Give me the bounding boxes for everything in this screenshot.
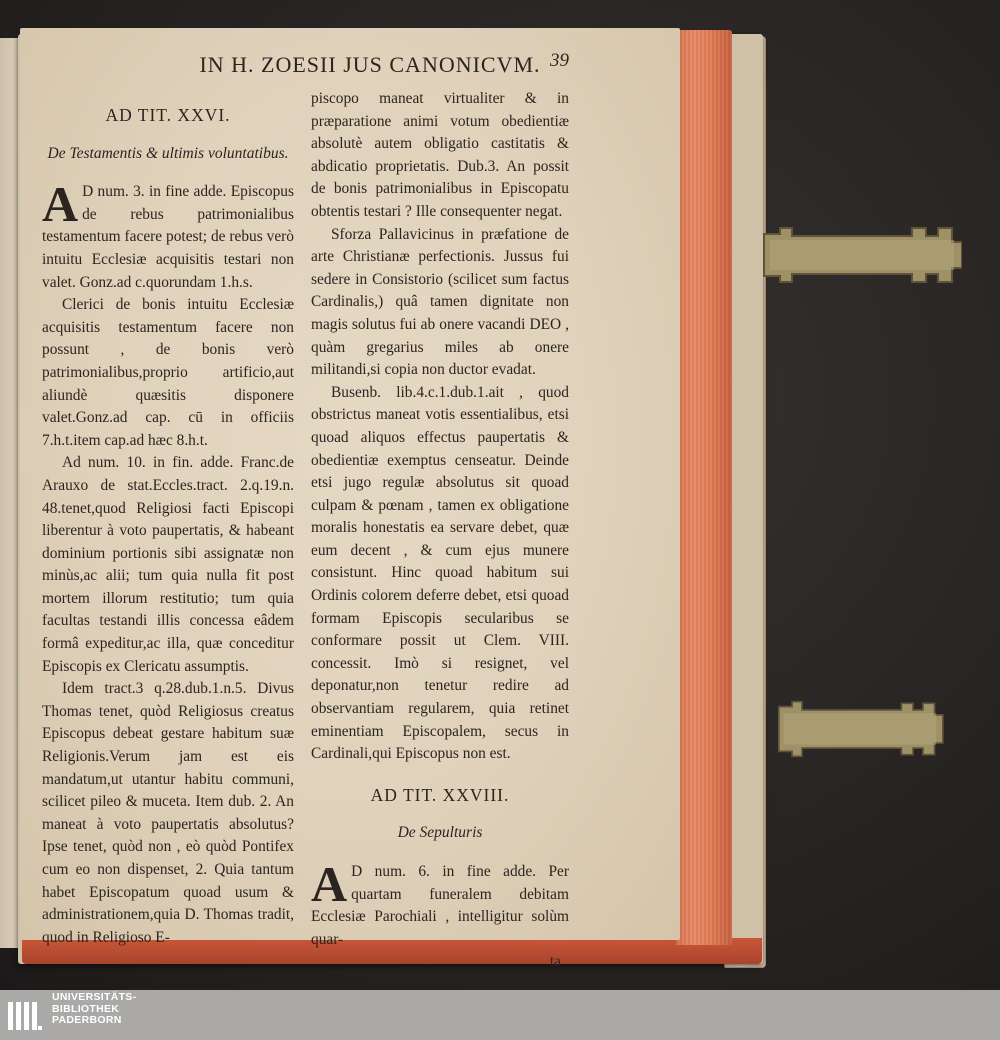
right-column [311,88,569,974]
left-column [42,104,294,949]
paragraph: piscopo maneat virtualiter & in præparatione animi votum obedientiæ absolutè autem obligatio castitatis & abdicatio proprietatis. Dub.3. An possit de bonis patrimonialibus in Episcopatu obtentis testari ? Ille consequenter negat. [311,90,569,220]
brass-clasp-upper [762,226,962,284]
library-logo-icon [8,1000,42,1032]
logo-line: UNIVERSITÄTS- [52,991,137,1003]
book-page [20,28,680,971]
section-heading-xxvi: AD TIT. XXVI. [105,105,231,125]
paragraph: Idem tract.3 q.28.dub.1.n.5. Divus Thomas tenet, quòd Religiosus creatus Episcopus debeat gestare habitum suæ Religionis.Verum jam est eis mandatum,ut utantur habitu communi, scilicet pileo & muceta. Item dub. 2. An maneat à voto paupertatis absolutus? Ipse tenet, quòd non , eò quòd Pontifex cum eo non dispenset, 2. Quia tantum habet Episcopatum quoad usum & administrationem,quia D. Thomas tradit, quod in Religioso E- [42,680,294,946]
drop-cap: A [42,176,79,233]
paragraph: Busenb. lib.4.c.1.dub.1.ait , quod obstrictus maneat votis essentialibus, etsi quoad aliquos effectus paupertatis & obedientiæ exemptus censeatur. Deinde etsi jugo regulæ absolutus sit quoad culpam & pœnam , tamen ex obligatione moralis honestatis ea servare debet, quæ eum decent , & cum ejus munere consistunt. Hinc quoad habitum sui Ordinis colorem deferre debet, etsi quoad formam Episcopis secularibus se conformare possit ut Clem. VIII. concessit. Imò si resignet, vel deponatur,non tenetur redire ad observantiam regularem, quia retinet eminentiam Episcopalem, secus in Cardinali,qui Episcopus non est. [311,383,569,763]
library-logo-bars [8,1000,42,1032]
library-logo-text [52,992,252,1027]
paragraph-text: D num. 3. in fine adde. Episcopus de rebus patrimonialibus testamentum facere potest; de rebus verò intuitu Ecclesiæ acquisitis testari non valet. Gonz.ad c.quorundam 1.h.s. [42,183,294,291]
red-fore-edge [676,30,732,945]
section-heading-xxviii: AD TIT. XXVIII. [370,784,510,805]
clasp-lower-shape [760,700,960,758]
section-subheading-testamentis: De Testamentis & ultimis voluntatibus. [47,144,289,162]
catchword: ta [549,953,561,971]
logo-line: BIBLIOTHEK [52,1002,120,1015]
paragraph-text: D num. 6. in fine adde. Per quartam funeralem debitam Ecclesiæ Parochiali , intelligitur solùm quar- [311,863,569,948]
page-number: 39 [550,50,569,71]
paragraph: Clerici de bonis intuitu Ecclesiæ acquisitis testamentum facere non possunt , de bonis verò patrimonialibus,proprio artificio,aut aliundè quæsitis disponere valet.Gonz.ad cap. cū in officiis 7.h.t.item cap.ad hæc 8.h.t. [42,296,294,449]
paragraph: Ad num. 10. in fin. adde. Franc.de Arauxo de stat.Eccles.tract. 2.q.19.n. 48.tenet,quod Religiosi facti Episcopi liberentur à voto paupertatis, & habeant dominium portionis sibi assignatæ non minùs,ac alii; tum quia nulla fit post mortem illorum restitutio; tum quia facultas testandi illis concessa eâdem formâ expeditur,ac illa, quæ conceditur Episcopis ex Clericatu assumptis. [42,454,294,675]
paragraph: Sforza Pallavicinus in præfatione de arte Christianæ perfectionis. Jussus fui sedere in Consistorio (scilicet sum factus Cardinalis,) quâ tamen dignitate non magis solutus fui ab onere vacandi DEO , quàm gregarius miles ab onere militandi,si copia non ductor evadat. [311,225,569,379]
paragraph [311,856,569,951]
drop-cap: A [311,856,348,912]
section-subheading-sepulturis: De Sepulturis [397,824,483,842]
paragraph [42,176,294,294]
logo-line: PADERBORN [52,1014,122,1026]
clasp-upper-shape [762,226,962,284]
brass-clasp-lower [760,700,960,758]
running-head: IN H. ZOESII JUS CANONICVM. [199,52,541,77]
